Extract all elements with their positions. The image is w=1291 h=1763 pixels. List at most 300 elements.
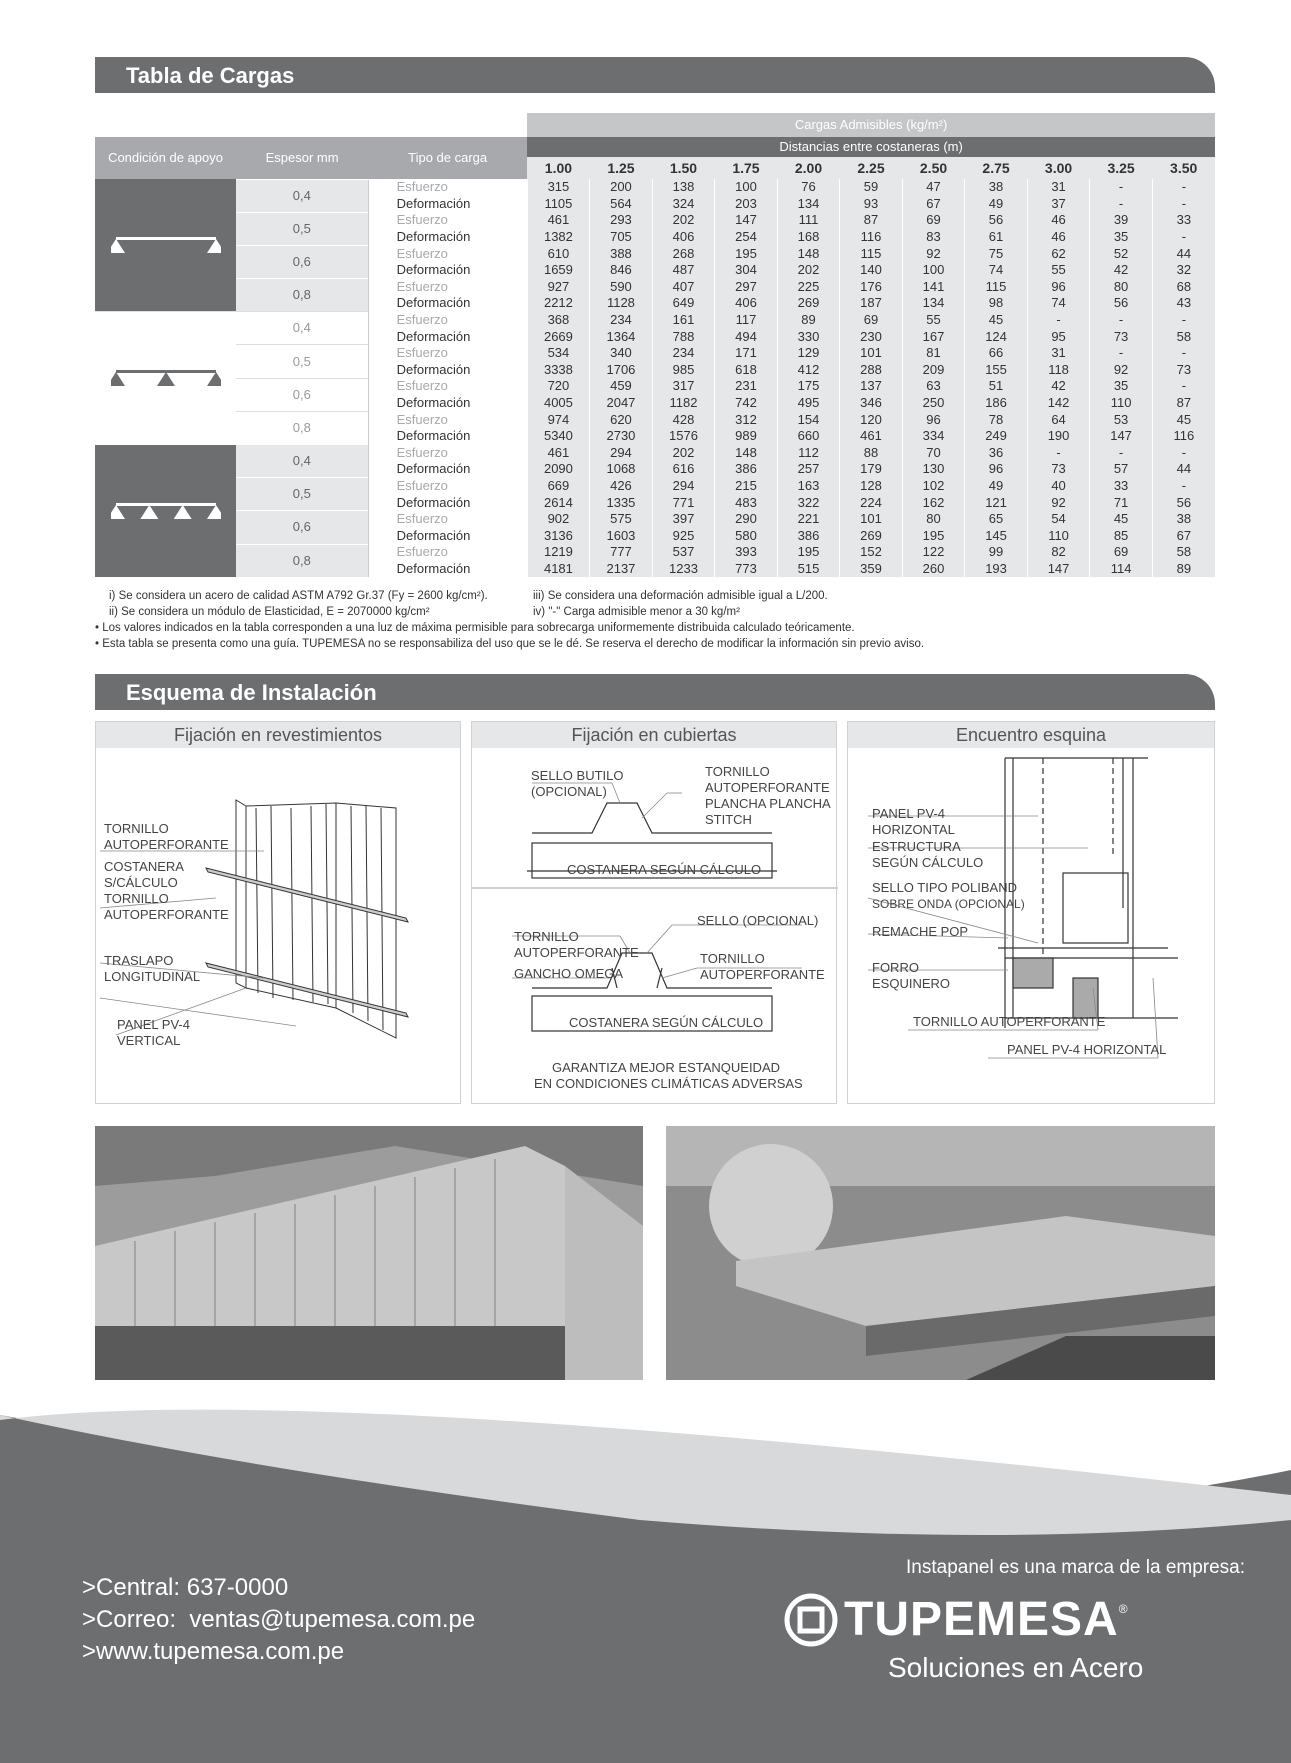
label-sello-poliband: SELLO TIPO POLIBAND (872, 880, 1017, 895)
value-cell: 534 (527, 345, 590, 362)
value-cell: 154 (777, 411, 840, 428)
value-cell: 209 (902, 362, 965, 379)
value-cell: 75 (965, 245, 1028, 262)
thickness-cell: 0,4 (236, 179, 368, 212)
label-sobre-onda: SOBRE ONDA (OPCIONAL) (872, 897, 1025, 911)
value-cell: 175 (777, 378, 840, 395)
value-cell: 66 (965, 345, 1028, 362)
value-cell: 49 (965, 196, 1028, 213)
value-cell: 73 (1027, 461, 1090, 478)
support-condition-cell (95, 179, 236, 312)
value-cell: - (1090, 345, 1153, 362)
load-type-cell: Deformación (368, 196, 527, 213)
load-type-cell: Esfuerzo (368, 345, 527, 362)
header-condicion: Condición de apoyo (95, 137, 236, 179)
value-cell: 92 (902, 245, 965, 262)
value-cell: 250 (902, 395, 965, 412)
thickness-cell: 0,6 (236, 378, 368, 411)
label-opcional: (OPCIONAL) (531, 784, 607, 799)
value-cell: 618 (715, 362, 778, 379)
load-type-cell: Esfuerzo (368, 544, 527, 561)
value-cell: 260 (902, 561, 965, 578)
value-cell: 128 (840, 478, 903, 495)
table-row (95, 378, 1215, 395)
support-condition-cell (95, 312, 236, 445)
value-cell: 179 (840, 461, 903, 478)
value-cell: 202 (777, 262, 840, 279)
note-4: iv) "-" Carga admisible menor a 30 kg/m² (533, 606, 740, 618)
value-cell: 148 (715, 445, 778, 462)
label-autoperforante-1: AUTOPERFORANTE (104, 837, 229, 852)
value-cell: 116 (840, 229, 903, 246)
value-cell: 1068 (590, 461, 653, 478)
header-distancias: Distancias entre costaneras (m) (527, 137, 1215, 157)
value-cell: 39 (1090, 212, 1153, 229)
value-cell: 788 (652, 328, 715, 345)
header-cargas: Cargas Admisibles (kg/m²) (527, 113, 1215, 137)
distance-header: 1.50 (652, 157, 715, 179)
value-cell: 124 (965, 328, 1028, 345)
note-2: ii) Se considera un módulo de Elasticidad, E = 2070000 kg/cm² (109, 606, 430, 618)
value-cell: - (1152, 196, 1215, 213)
label-sello-butilo: SELLO BUTILO (531, 768, 624, 783)
value-cell: 35 (1090, 229, 1153, 246)
value-cell: 36 (965, 445, 1028, 462)
value-cell: 102 (902, 478, 965, 495)
value-cell: 304 (715, 262, 778, 279)
value-cell: 610 (527, 245, 590, 262)
thickness-cell: 0,8 (236, 544, 368, 577)
value-cell: 190 (1027, 428, 1090, 445)
value-cell: 114 (1090, 561, 1153, 578)
note-1: i) Se considera un acero de calidad ASTM A792 Gr.37 (Fy = 2600 kg/cm²). (109, 590, 488, 602)
value-cell: 38 (965, 179, 1028, 196)
value-cell: 101 (840, 345, 903, 362)
label-tornillo-a: TORNILLO (705, 764, 770, 779)
load-type-cell: Deformación (368, 229, 527, 246)
value-cell: 129 (777, 345, 840, 362)
value-cell: 269 (777, 295, 840, 312)
label-costanera-a: COSTANERA SEGÚN CÁLCULO (567, 862, 762, 877)
label-panel-pv4: PANEL PV-4 (117, 1017, 190, 1032)
label-costanera-b: COSTANERA SEGÚN CÁLCULO (569, 1015, 764, 1030)
value-cell: 386 (715, 461, 778, 478)
load-type-cell: Esfuerzo (368, 445, 527, 462)
value-cell: 52 (1090, 245, 1153, 262)
value-cell: 1233 (652, 561, 715, 578)
value-cell: 53 (1090, 411, 1153, 428)
value-cell: 87 (1152, 395, 1215, 412)
value-cell: 461 (527, 445, 590, 462)
value-cell: 163 (777, 478, 840, 495)
support-condition-cell (95, 445, 236, 578)
value-cell: 294 (590, 445, 653, 462)
section-title-install: Esquema de Instalación (95, 674, 1215, 710)
value-cell: 42 (1090, 262, 1153, 279)
value-cell: 176 (840, 279, 903, 296)
thickness-cell: 0,8 (236, 411, 368, 444)
label-remache-pop: REMACHE POP (872, 924, 969, 939)
value-cell: 69 (902, 212, 965, 229)
value-cell: 110 (1027, 527, 1090, 544)
value-cell: 202 (652, 212, 715, 229)
value-cell: 101 (840, 511, 903, 528)
value-cell: 55 (902, 312, 965, 329)
value-cell: 141 (902, 279, 965, 296)
table-row (95, 312, 1215, 329)
load-type-cell: Esfuerzo (368, 411, 527, 428)
value-cell: 43 (1152, 295, 1215, 312)
distance-header: 1.25 (590, 157, 653, 179)
thickness-cell: 0,4 (236, 445, 368, 478)
label-autoperforante-a: AUTOPERFORANTE (705, 780, 830, 795)
value-cell: 407 (652, 279, 715, 296)
central-phone[interactable]: 637-0000 (186, 1574, 289, 1601)
load-type-cell: Deformación (368, 561, 527, 578)
value-cell: - (1152, 478, 1215, 495)
value-cell: 65 (965, 511, 1028, 528)
label-tornillo-2: TORNILLO (104, 891, 169, 906)
value-cell: 494 (715, 328, 778, 345)
load-type-cell: Esfuerzo (368, 312, 527, 329)
value-cell: 81 (902, 345, 965, 362)
email-link[interactable]: ventas@tupemesa.com.pe (189, 1606, 476, 1633)
value-cell: 67 (902, 196, 965, 213)
table-row (95, 478, 1215, 495)
table-row (95, 179, 1215, 196)
value-cell: 78 (965, 411, 1028, 428)
label-segun-calculo: SEGÚN CÁLCULO (872, 855, 984, 870)
value-cell: 120 (840, 411, 903, 428)
value-cell: 74 (965, 262, 1028, 279)
value-cell: - (1152, 378, 1215, 395)
label-autoperforante-c: AUTOPERFORANTE (700, 967, 825, 982)
brand-line: Instapanel es una marca de la empresa: (906, 1557, 1246, 1578)
value-cell: 161 (652, 312, 715, 329)
value-cell: 346 (840, 395, 903, 412)
tagline: Soluciones en Acero (888, 1652, 1144, 1683)
label-tornillo-c: TORNILLO (700, 951, 765, 966)
value-cell: 846 (590, 262, 653, 279)
value-cell: 720 (527, 378, 590, 395)
value-cell: 771 (652, 494, 715, 511)
thickness-cell: 0,8 (236, 279, 368, 312)
value-cell: 3136 (527, 527, 590, 544)
value-cell: 63 (902, 378, 965, 395)
value-cell: 406 (715, 295, 778, 312)
panel-title-esquina: Encuentro esquina (848, 722, 1214, 748)
value-cell: 121 (965, 494, 1028, 511)
value-cell: 76 (777, 179, 840, 196)
load-type-cell: Deformación (368, 428, 527, 445)
value-cell: 110 (1090, 395, 1153, 412)
label-estructura: ESTRUCTURA (872, 839, 961, 854)
load-type-cell: Esfuerzo (368, 212, 527, 229)
value-cell: 777 (590, 544, 653, 561)
value-cell: 1576 (652, 428, 715, 445)
label-scalculo: S/CÁLCULO (104, 875, 178, 890)
value-cell: 68 (1152, 279, 1215, 296)
value-cell: 40 (1027, 478, 1090, 495)
load-type-cell: Deformación (368, 494, 527, 511)
value-cell: 288 (840, 362, 903, 379)
value-cell: 51 (965, 378, 1028, 395)
distance-header: 2.25 (840, 157, 903, 179)
value-cell: 203 (715, 196, 778, 213)
thickness-cell: 0,6 (236, 511, 368, 544)
value-cell: 231 (715, 378, 778, 395)
value-cell: 42 (1027, 378, 1090, 395)
value-cell: 221 (777, 511, 840, 528)
value-cell: 82 (1027, 544, 1090, 561)
label-tornillo-autoperforante: TORNILLO AUTOPERFORANTE (913, 1014, 1106, 1029)
email-label: >Correo: (82, 1606, 177, 1633)
value-cell: 2137 (590, 561, 653, 578)
brand-name: TUPEMESA (844, 1593, 1119, 1646)
thickness-cell: 0,6 (236, 245, 368, 278)
loads-table (95, 113, 1215, 577)
value-cell: 4181 (527, 561, 590, 578)
value-cell: 1706 (590, 362, 653, 379)
value-cell: 368 (527, 312, 590, 329)
table-row (95, 279, 1215, 296)
support-triangles-icon (111, 501, 221, 521)
value-cell: 32 (1152, 262, 1215, 279)
value-cell: 46 (1027, 212, 1090, 229)
value-cell: 122 (902, 544, 965, 561)
value-cell: 134 (777, 196, 840, 213)
value-cell: - (1152, 229, 1215, 246)
label-garantiza: GARANTIZA MEJOR ESTANQUEIDAD (552, 1060, 781, 1075)
support-triangles-icon (111, 235, 221, 255)
label-tornillo-1: TORNILLO (104, 821, 169, 836)
value-cell: 1364 (590, 328, 653, 345)
note-6: • Esta tabla se presenta como una guía. TUPEMESA no se responsabiliza del uso que se le dé. Se reserva el derecho de modificar la información sin previo aviso. (95, 638, 925, 650)
value-cell: 537 (652, 544, 715, 561)
value-cell: 317 (652, 378, 715, 395)
value-cell: 92 (1090, 362, 1153, 379)
value-cell: 44 (1152, 461, 1215, 478)
value-cell: 35 (1090, 378, 1153, 395)
value-cell: 54 (1027, 511, 1090, 528)
value-cell: 100 (715, 179, 778, 196)
value-cell: 57 (1090, 461, 1153, 478)
value-cell: - (1027, 445, 1090, 462)
value-cell: 96 (1027, 279, 1090, 296)
value-cell: 1219 (527, 544, 590, 561)
central-label: >Central: (82, 1574, 181, 1601)
photo-dome-building (666, 1126, 1215, 1380)
value-cell: 37 (1027, 196, 1090, 213)
value-cell: 116 (1152, 428, 1215, 445)
value-cell: 195 (777, 544, 840, 561)
value-cell: 45 (1152, 411, 1215, 428)
value-cell: 56 (965, 212, 1028, 229)
value-cell: 322 (777, 494, 840, 511)
value-cell: 902 (527, 511, 590, 528)
value-cell: 2730 (590, 428, 653, 445)
value-cell: - (1027, 312, 1090, 329)
label-condiciones: EN CONDICIONES CLIMÁTICAS ADVERSAS (534, 1076, 803, 1091)
value-cell: - (1090, 179, 1153, 196)
value-cell: 483 (715, 494, 778, 511)
value-cell: 130 (902, 461, 965, 478)
value-cell: 290 (715, 511, 778, 528)
value-cell: - (1152, 445, 1215, 462)
value-cell: 426 (590, 478, 653, 495)
value-cell: 254 (715, 229, 778, 246)
value-cell: 2212 (527, 295, 590, 312)
value-cell: 705 (590, 229, 653, 246)
table-row (95, 245, 1215, 262)
value-cell: - (1152, 345, 1215, 362)
value-cell: 1182 (652, 395, 715, 412)
value-cell: 58 (1152, 544, 1215, 561)
value-cell: 69 (1090, 544, 1153, 561)
value-cell: 117 (715, 312, 778, 329)
value-cell: 5340 (527, 428, 590, 445)
value-cell: 459 (590, 378, 653, 395)
value-cell: 202 (652, 445, 715, 462)
value-cell: 93 (840, 196, 903, 213)
value-cell: 742 (715, 395, 778, 412)
thickness-cell: 0,5 (236, 212, 368, 245)
value-cell: 83 (902, 229, 965, 246)
label-stitch: STITCH (705, 812, 752, 827)
value-cell: 461 (527, 212, 590, 229)
thickness-cell: 0,4 (236, 312, 368, 345)
value-cell: 3338 (527, 362, 590, 379)
thickness-cell: 0,5 (236, 345, 368, 378)
value-cell: 340 (590, 345, 653, 362)
value-cell: 167 (902, 328, 965, 345)
load-type-cell: Deformación (368, 395, 527, 412)
value-cell: 145 (965, 527, 1028, 544)
panel-revestimientos (95, 721, 461, 1104)
load-type-cell: Esfuerzo (368, 179, 527, 196)
value-cell: 115 (840, 245, 903, 262)
value-cell: 186 (965, 395, 1028, 412)
value-cell: 112 (777, 445, 840, 462)
label-traslapo: TRASLAPO (104, 953, 174, 968)
distance-header: 3.00 (1027, 157, 1090, 179)
value-cell: 1382 (527, 229, 590, 246)
table-row (95, 445, 1215, 462)
value-cell: 580 (715, 527, 778, 544)
label-vertical: VERTICAL (117, 1033, 181, 1048)
value-cell: - (1090, 312, 1153, 329)
value-cell: 46 (1027, 229, 1090, 246)
value-cell: 80 (1090, 279, 1153, 296)
value-cell: 147 (1090, 428, 1153, 445)
value-cell: 195 (715, 245, 778, 262)
value-cell: 62 (1027, 245, 1090, 262)
value-cell: 187 (840, 295, 903, 312)
value-cell: 88 (840, 445, 903, 462)
value-cell: 55 (1027, 262, 1090, 279)
value-cell: 359 (840, 561, 903, 578)
value-cell: 152 (840, 544, 903, 561)
value-cell: 927 (527, 279, 590, 296)
value-cell: 99 (965, 544, 1028, 561)
value-cell: 1335 (590, 494, 653, 511)
panel-cubiertas (471, 721, 837, 1104)
load-type-cell: Deformación (368, 262, 527, 279)
value-cell: 974 (527, 411, 590, 428)
value-cell: 56 (1090, 295, 1153, 312)
value-cell: 70 (902, 445, 965, 462)
label-costanera: COSTANERA (104, 859, 184, 874)
value-cell: 71 (1090, 494, 1153, 511)
value-cell: 45 (965, 312, 1028, 329)
value-cell: 2669 (527, 328, 590, 345)
distance-header: 2.75 (965, 157, 1028, 179)
value-cell: - (1152, 312, 1215, 329)
value-cell: 1128 (590, 295, 653, 312)
section-title-loads: Tabla de Cargas (95, 57, 1215, 93)
value-cell: 140 (840, 262, 903, 279)
table-row (95, 511, 1215, 528)
label-panel-pv4-horizontal: PANEL PV-4 HORIZONTAL (1007, 1042, 1167, 1057)
value-cell: 92 (1027, 494, 1090, 511)
value-cell: 616 (652, 461, 715, 478)
label-gancho-omega: GANCHO OMEGA (514, 966, 624, 981)
label-longitudinal: LONGITUDINAL (104, 969, 201, 984)
value-cell: 249 (965, 428, 1028, 445)
value-cell: 324 (652, 196, 715, 213)
value-cell: 225 (777, 279, 840, 296)
distance-header: 3.25 (1090, 157, 1153, 179)
note-3: iii) Se considera una deformación admisible igual a L/200. (533, 590, 828, 602)
value-cell: 234 (590, 312, 653, 329)
load-type-cell: Deformación (368, 527, 527, 544)
value-cell: 69 (840, 312, 903, 329)
value-cell: 96 (965, 461, 1028, 478)
value-cell: 388 (590, 245, 653, 262)
label-horizontal: HORIZONTAL (872, 822, 955, 837)
value-cell: 2047 (590, 395, 653, 412)
value-cell: 330 (777, 328, 840, 345)
value-cell: 293 (590, 212, 653, 229)
value-cell: 397 (652, 511, 715, 528)
value-cell: 669 (527, 478, 590, 495)
value-cell: 1105 (527, 196, 590, 213)
value-cell: 74 (1027, 295, 1090, 312)
value-cell: 98 (965, 295, 1028, 312)
website-link[interactable]: >www.tupemesa.com.pe (82, 1638, 345, 1665)
label-sello-opcional: SELLO (OPCIONAL) (697, 913, 819, 928)
value-cell: 31 (1027, 345, 1090, 362)
value-cell: 312 (715, 411, 778, 428)
value-cell: 33 (1152, 212, 1215, 229)
header-tipo: Tipo de carga (368, 137, 527, 179)
value-cell: 4005 (527, 395, 590, 412)
value-cell: 96 (902, 411, 965, 428)
value-cell: 80 (902, 511, 965, 528)
value-cell: 925 (652, 527, 715, 544)
value-cell: 168 (777, 229, 840, 246)
value-cell: 224 (840, 494, 903, 511)
load-type-cell: Esfuerzo (368, 279, 527, 296)
load-type-cell: Deformación (368, 295, 527, 312)
value-cell: 660 (777, 428, 840, 445)
value-cell: - (1152, 179, 1215, 196)
value-cell: 148 (777, 245, 840, 262)
table-row (95, 212, 1215, 229)
value-cell: 428 (652, 411, 715, 428)
value-cell: 58 (1152, 328, 1215, 345)
value-cell: 87 (840, 212, 903, 229)
